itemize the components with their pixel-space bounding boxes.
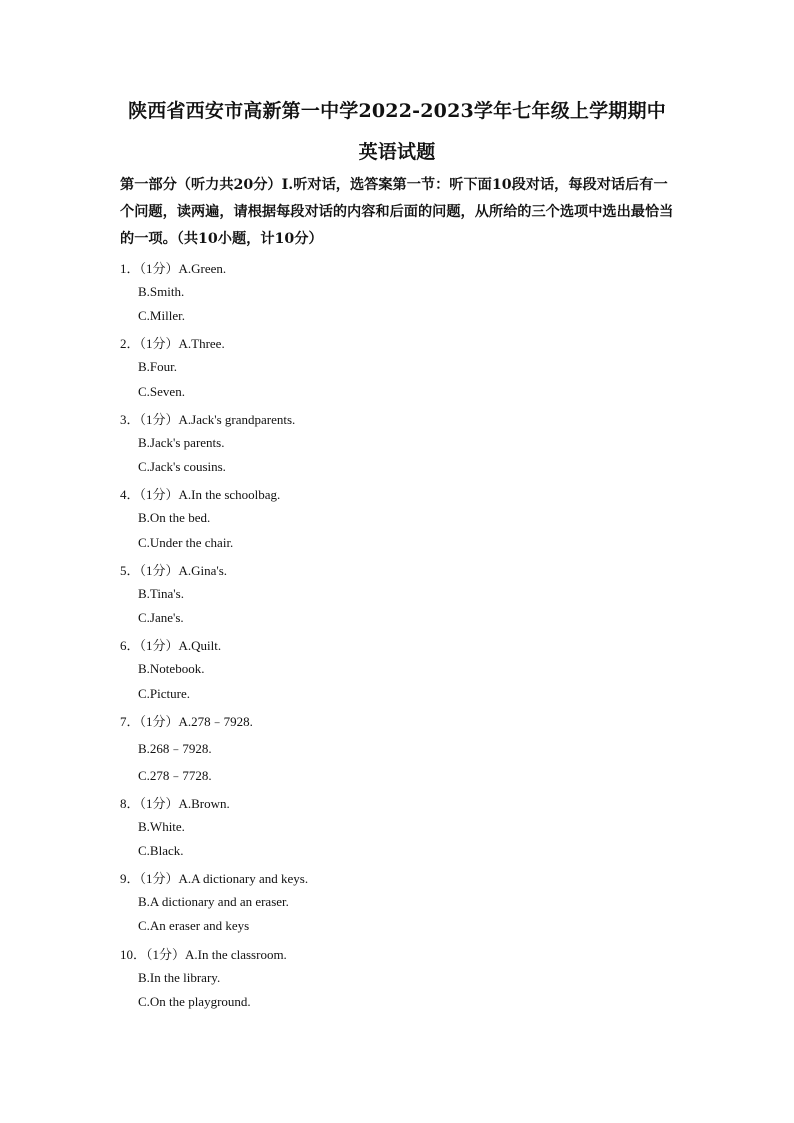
option-b: B.Four. <box>138 359 178 374</box>
question-stem: 7．（1分）A.278﹣7928. <box>120 714 253 729</box>
option-c: C.Miller. <box>138 308 185 323</box>
question-stem: 4．（1分）A.In the schoolbag. <box>120 487 281 502</box>
option-b: B.268﹣7928. <box>138 741 212 756</box>
option-b: B.Smith. <box>138 284 185 299</box>
option-b: B.Tina's. <box>138 586 184 601</box>
option-c: C.Seven. <box>138 384 185 399</box>
section-instructions: 第一部分（听力共20分）Ⅰ.听对话，选答案第一节：听下面10段对话，每段对话后有一个问题，读两遍，请根据每段对话的内容和后面的问题，从所给的三个选项中选出最恰当的一项。（共10小题，计10分） <box>120 177 674 247</box>
option-c: C.An eraser and keys <box>138 918 250 933</box>
option-b: B.White. <box>138 819 185 834</box>
question-stem: 5．（1分）A.Gina's. <box>120 563 228 578</box>
option-b: B.A dictionary and an eraser. <box>138 894 289 909</box>
option-c: C.Jack's cousins. <box>138 459 226 474</box>
option-c: C.Picture. <box>138 686 190 701</box>
option-c: C.278﹣7728. <box>138 768 212 783</box>
option-b: B.Jack's parents. <box>138 435 225 450</box>
question-stem: 8．（1分）A.Brown. <box>120 796 230 811</box>
option-b: B.On the bed. <box>138 510 211 525</box>
question-stem: 3．（1分）A.Jack's grandparents. <box>120 412 296 427</box>
question-stem: 2．（1分）A.Three. <box>120 336 225 351</box>
question-stem: 9．（1分）A.A dictionary and keys. <box>120 871 309 886</box>
question-stem: 10．（1分）A.In the classroom. <box>120 947 287 962</box>
option-c: C.Black. <box>138 843 184 858</box>
option-c: C.On the playground. <box>138 994 251 1009</box>
document-title: 陕西省西安市高新第一中学2022-2023学年七年级上学期期中 <box>128 100 666 122</box>
document-subtitle: 英语试题 <box>358 141 436 163</box>
option-c: C.Jane's. <box>138 610 184 625</box>
question-stem: 1．（1分）A.Green. <box>120 261 227 276</box>
question-stem: 6．（1分）A.Quilt. <box>120 638 222 653</box>
option-b: B.Notebook. <box>138 661 205 676</box>
option-c: C.Under the chair. <box>138 535 234 550</box>
option-b: B.In the library. <box>138 970 221 985</box>
